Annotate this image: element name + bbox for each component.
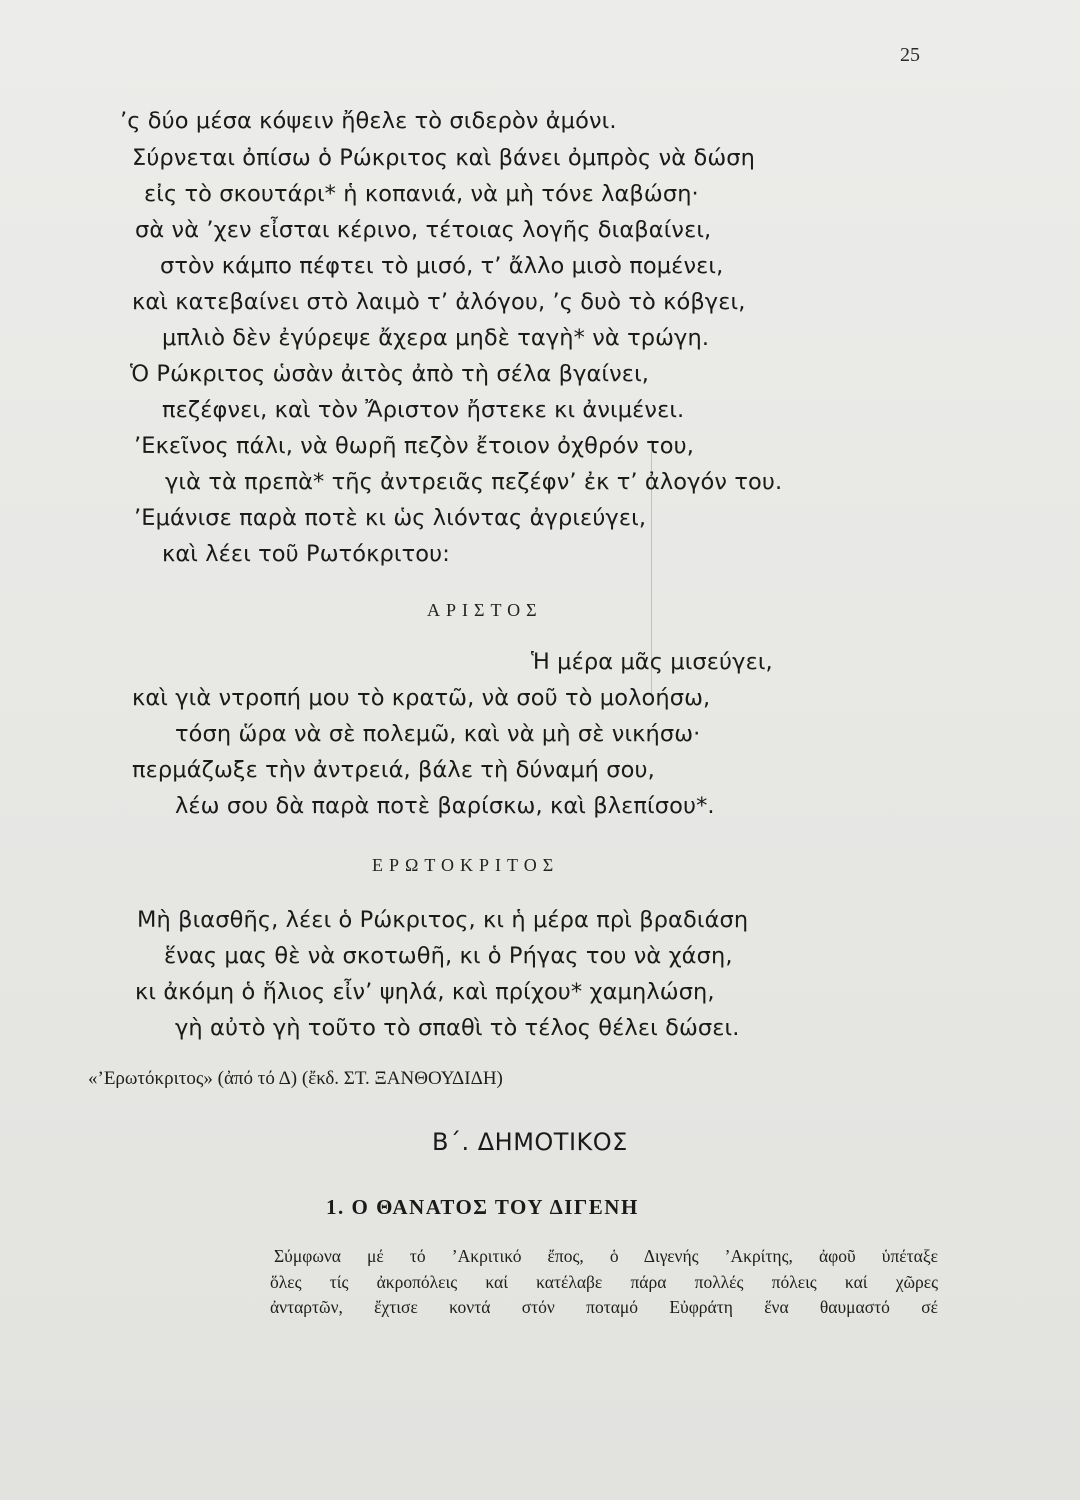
speech-line: καὶ γιὰ ντροπή μου τὸ κρατῶ, νὰ σοῦ τὸ μολοήσω, <box>132 685 711 711</box>
speech-line: ἕνας μας θὲ νὰ σκοτωθῆ, κι ὁ Ρήγας του νὰ χάση, <box>164 943 733 969</box>
speaker-erotokritos: ΕΡΩΤΟΚΡΙΤΟΣ <box>372 855 560 875</box>
speech-line: τόση ὥρα νὰ σὲ πολεμῶ, καὶ νὰ μὴ σὲ νικήσω· <box>175 721 701 747</box>
speech-line: γὴ αὐτὸ γὴ τοῦτο τὸ σπαθὶ τὸ τέλος θέλει δώσει. <box>175 1015 740 1041</box>
intro-line: Σύμφωνα μέ τό ’Ακριτικό ἔπος, ὁ Διγενής ’Ακρίτης, ἀφοῦ ὑπέταξε <box>274 1246 938 1266</box>
poem-line: στὸν κάμπο πέφτει τὸ μισό, τ’ ἄλλο μισὸ πομένει, <box>160 253 724 279</box>
poem-line: ’ς δύο μέσα κόψειν ἤθελε τὸ σιδερὸν ἀμόνι. <box>120 108 617 134</box>
source-citation: «’Ερωτόκριτος» (ἀπό τό Δ) (ἔκδ. ΣΤ. ΞΑΝΘΟΥΔΙΔΗ) <box>88 1068 503 1089</box>
speech-line: λέω σου δὰ παρὰ ποτὲ βαρίσκω, καὶ βλεπίσου*. <box>175 793 715 819</box>
poem-line: εἰς τὸ σκουτάρι* ἡ κοπανιά, νὰ μὴ τόνε λαβώση· <box>144 181 699 207</box>
intro-line: ἀνταρτῶν, ἔχτισε κοντά στόν ποταμό Εὐφράτη ἕνα θαυμαστό σέ <box>270 1297 938 1317</box>
poem-title: 1. Ο ΘΑΝΑΤΟΣ ΤΟΥ ΔΙΓΕΝΗ <box>326 1195 639 1219</box>
poem-line: γιὰ τὰ πρεπὰ* τῆς ἀντρειᾶς πεζέφν’ ἐκ τ’ ἀλογόν του. <box>165 469 783 495</box>
speaker-aristos: ΑΡΙΣΤΟΣ <box>427 600 543 620</box>
speech-line: περμάζωξε τὴν ἀντρειά, βάλε τὴ δύναμή σου, <box>132 757 655 783</box>
speech-line: Ἡ μέρα μᾶς μισεύγει, <box>531 649 773 675</box>
speech-line: Μὴ βιασθῆς, λέει ὁ Ρώκριτος, κι ἡ μέρα πρὶ βραδιάση <box>137 907 749 933</box>
intro-paragraph <box>270 1244 938 1321</box>
poem-line: Σύρνεται ὀπίσω ὁ Ρώκριτος καὶ βάνει ὀμπρὸς νὰ δώση <box>132 145 755 171</box>
speech-line: κι ἀκόμη ὁ ἥλιος εἶν’ ψηλά, καὶ πρίχου* χαμηλώση, <box>135 979 715 1005</box>
poem-line: ’Εκεῖνος πάλι, νὰ θωρῆ πεζὸν ἔτοιον ὀχθρόν του, <box>134 433 695 459</box>
poem-line: μπλιὸ δὲν ἐγύρεψε ἄχερα μηδὲ ταγὴ* νὰ τρώγη. <box>162 325 710 351</box>
poem-line: σὰ νὰ ’χεν εἶσται κέρινο, τέτοιας λογῆς διαβαίνει, <box>135 217 712 243</box>
poem-line: καὶ λέει τοῦ Ρωτόκριτου: <box>162 541 450 567</box>
poem-line: Ὁ Ρώκριτος ὡσὰν ἀιτὸς ἀπὸ τὴ σέλα βγαίνει, <box>130 361 650 387</box>
poem-line: ’Εμάνισε παρὰ ποτὲ κι ὡς λιόντας ἀγριεύγει, <box>134 505 647 531</box>
section-heading: Β΄. ΔΗΜΟΤΙΚΟΣ <box>432 1128 628 1156</box>
page-number: 25 <box>900 44 920 66</box>
intro-line: ὅλες τίς ἀκροπόλεις καί κατέλαβε πάρα πολλές πόλεις καί χῶρες <box>270 1271 938 1292</box>
poem-line: πεζέφνει, καὶ τὸν Ἄριστον ἤστεκε κι ἀνιμένει. <box>162 397 685 423</box>
poem-line: καὶ κατεβαίνει στὸ λαιμὸ τ’ ἀλόγου, ’ς δυὸ τὸ κόβγει, <box>132 289 746 315</box>
